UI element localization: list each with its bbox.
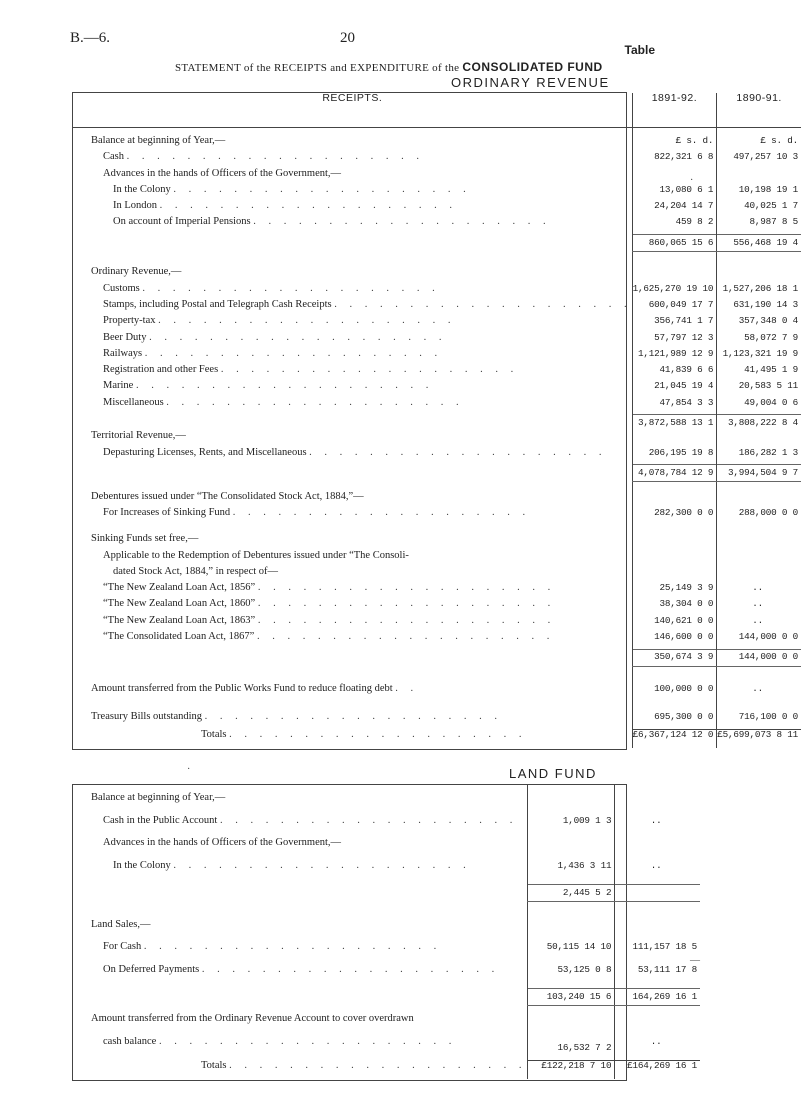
row-label: Cash in the Public Account: [103, 814, 218, 826]
table-row: [73, 793, 700, 816]
row-label: Amount transferred from the Public Works Fund to reduce floating debt: [91, 683, 393, 694]
value-1890: ..: [650, 1035, 662, 1047]
leader-dots: . . . . . . . . . . . . . . . . . . . .: [135, 380, 434, 392]
subtotal-row: [73, 415, 801, 432]
row-label: Property-tax: [103, 315, 156, 327]
value-1890: ..: [752, 614, 763, 626]
leader-dots: . . . . . . . . . . . . . . . . . . . .: [253, 216, 551, 228]
subtotal-1891: 350,674 3 9: [632, 649, 717, 666]
table-row: [73, 316, 801, 332]
leader-dots: . . . . . . . . . . . . . . . . . . . .: [232, 506, 531, 518]
row-label: For Cash: [103, 941, 142, 953]
subtotal-1890: 3,994,504 9 7: [717, 465, 801, 482]
row-label: On account of Imperial Pensions: [113, 216, 251, 228]
value-1890: 1,123,321 19 9: [722, 347, 798, 359]
page-number: 20: [340, 30, 355, 46]
subtotal-1891: 103,240 15 6: [527, 989, 615, 1006]
territorial-heading: Territorial Revenue,—: [91, 430, 186, 442]
row-label: Customs: [103, 282, 140, 294]
table-row: [73, 201, 801, 217]
leader-dots: . . . . . . . . . . . . . . . . . . . .: [159, 200, 458, 212]
value-1891: 459 8 2: [632, 217, 717, 234]
table-row: [73, 448, 801, 465]
totals-label: Totals: [201, 1059, 227, 1071]
table-row: [73, 567, 801, 583]
leader-dots: . . . . . . . . . . . . . . . . . . . .: [166, 396, 464, 408]
value-1890: ..: [752, 683, 763, 694]
value-1890: 40,025 1 7: [744, 200, 798, 212]
subtotal-1891: 4,078,784 12 9: [632, 465, 717, 482]
leader-dots: . . . . . . . . . . . . . . . . . . . .: [126, 151, 424, 163]
value-1891: 53,125 0 8: [527, 965, 615, 989]
leader-dots: . . . . . . . . . . . . . . . . . . . .: [204, 711, 503, 723]
value-1891: 356,741 1 7: [632, 316, 717, 332]
value-1890: 49,004 0 6: [744, 396, 798, 408]
year-1891-header: 1891-92.: [632, 93, 717, 128]
table-row: [73, 1014, 700, 1037]
leader-dots: . . . . . . . . . . . . . . . . . . . .: [219, 814, 518, 826]
value-1890: 357,348 0 4: [738, 315, 798, 327]
table-row: [73, 534, 801, 550]
sinking-line-1: Applicable to the Redemption of Debentures issued under “The Consoli-: [103, 549, 409, 561]
row-label: Marine: [103, 380, 134, 392]
table-row: [73, 684, 801, 700]
row-label: Miscellaneous: [103, 396, 164, 408]
row-label: In the Colony: [113, 860, 171, 872]
row-label: In London: [113, 200, 158, 212]
debentures-heading: Debentures issued under “The Consolidated Stock Act, 1884,”—: [91, 490, 364, 502]
subtotal-1890: 144,000 0 0: [717, 649, 801, 666]
land-fund-table: [73, 785, 700, 1079]
leader-dots: . . . . . . . . . . . . . . . . . . . .: [256, 630, 555, 642]
value-1890: 111,157 18 5: [632, 941, 697, 953]
subtotal-1890: 164,269 16 1: [615, 989, 700, 1006]
table-row: [73, 712, 801, 728]
value-1890: ..: [650, 860, 662, 872]
value-1890: 631,190 14 3: [733, 299, 798, 311]
value-1891: 206,195 19 8: [632, 448, 717, 465]
table-row: [73, 284, 801, 300]
table-row: [73, 381, 801, 397]
row-label: Cash: [103, 151, 124, 163]
value-1891: 282,300 0 0: [632, 508, 717, 524]
value-1891: 24,204 14 7: [632, 201, 717, 217]
leader-dots: . . . . . . . . . . . . . . . . . . . .: [257, 598, 556, 610]
subtotal-1890: 3,808,222 8 4: [717, 415, 801, 432]
table-row: [73, 349, 801, 365]
total-1890: £5,699,073 8 11: [717, 730, 801, 749]
sinking-line-2: dated Stock Act, 1884,” in respect of—: [113, 565, 279, 577]
sinking-heading: Sinking Funds set free,—: [91, 533, 199, 545]
value-1891: 146,600 0 0: [632, 632, 717, 649]
subtotal-1890: 556,468 19 4: [717, 234, 801, 251]
table-row: [73, 1037, 700, 1060]
value-1891: 1,436 3 11: [527, 861, 615, 885]
value-1891: 38,304 0 0: [632, 599, 717, 615]
advances-heading: Advances in the hands of Officers of the Government,—: [103, 167, 342, 179]
value-1891: 41,839 6 6: [632, 365, 717, 381]
table-label: Table: [624, 43, 655, 57]
table-row: [73, 920, 700, 943]
printer-mark: ·: [187, 764, 191, 775]
row-label: Registration and other Fees: [103, 364, 219, 376]
leader-dots: . . . . . . . . . . . . . . . . . . . .: [257, 614, 556, 626]
ordinary-revenue-table: [73, 93, 801, 748]
value-1891: 600,049 17 7: [632, 300, 717, 316]
margin-mark: ·: [690, 175, 694, 186]
table-row: [73, 965, 700, 989]
subtotal-1891: 860,065 15 6: [632, 234, 717, 251]
margin-mark: —: [690, 955, 700, 966]
column-headers: [73, 93, 801, 128]
value-1890: 1,527,206 18 1: [722, 282, 798, 294]
year-1890-header: 1890-91.: [717, 93, 801, 128]
table-row: [73, 942, 700, 965]
subtotal-row: [73, 885, 700, 902]
value-1891: 13,080 6 1: [632, 185, 717, 201]
subtotal-row: [73, 465, 801, 482]
subtotal-1890: [615, 885, 700, 902]
land-balance-heading: Balance at beginning of Year,—: [91, 792, 226, 803]
statement-title: [175, 60, 603, 74]
total-1890: £164,269 16 1: [615, 1061, 700, 1080]
value-1891: 695,300 0 0: [632, 712, 717, 728]
subtotal-row: [73, 649, 801, 666]
value-1891: 25,149 3 9: [632, 583, 717, 599]
total-1891: £122,218 7 10: [527, 1061, 615, 1080]
table-row: [73, 838, 700, 861]
currency-header-1: £ s. d.: [632, 136, 717, 152]
total-1891: £6,367,124 12 0: [632, 730, 717, 749]
table-row: [73, 152, 801, 168]
table-row: [73, 583, 801, 599]
value-1890: 53,111 17 8: [637, 964, 697, 976]
receipts-header: RECEIPTS.: [73, 93, 632, 128]
value-1890: 288,000 0 0: [738, 506, 798, 518]
value-1890: 41,495 1 9: [744, 364, 798, 376]
totals-label: Totals: [201, 728, 227, 740]
value-1890: ..: [650, 814, 662, 826]
table-row: [73, 551, 801, 567]
table-row: [73, 492, 801, 508]
value-1891: 140,621 0 0: [632, 616, 717, 632]
row-label: cash balance: [103, 1035, 157, 1047]
leader-dots: . . . . . . . . . . . . . . . . . . . .: [173, 860, 471, 872]
value-1890: 8,987 8 5: [749, 216, 798, 228]
value-1890: 20,583 5 11: [738, 380, 798, 392]
leader-dots: . . . . . . . . . . . . . . . . . . . .: [309, 446, 607, 458]
leader-dots: . . . . . . . . . . . . . . . . . . . .: [143, 941, 442, 953]
row-label: “The New Zealand Loan Act, 1863”: [103, 614, 256, 626]
row-label: “The Consolidated Loan Act, 1867”: [103, 630, 255, 642]
row-label: Railways: [103, 347, 143, 359]
subtotal-1891: 2,445 5 2: [527, 885, 615, 902]
table-row: [73, 333, 801, 349]
row-label: “The New Zealand Loan Act, 1860”: [103, 598, 256, 610]
value-1891: 21,045 19 4: [632, 381, 717, 397]
value-1890: 497,257 10 3: [733, 151, 798, 163]
value-1890: 58,072 7 9: [744, 331, 798, 343]
table-row: [73, 185, 801, 201]
row-label: Beer Duty: [103, 331, 147, 343]
leader-dots: . . . . . . . . . . . . . . . . . . . .: [229, 728, 527, 740]
leader-dots: . . . . . . . . . . . . . . . . . . . .: [229, 1059, 527, 1071]
totals-row: [73, 730, 801, 749]
row-label: Depasturing Licenses, Rents, and Miscellaneous: [103, 446, 307, 458]
leader-dots: . .: [395, 683, 419, 694]
table-row: [73, 398, 801, 415]
value-1890: 716,100 0 0: [738, 711, 798, 723]
value-1890: 144,000 0 0: [738, 630, 798, 642]
subtotal-row: [73, 234, 801, 251]
balance-heading-row: [73, 136, 801, 152]
leader-dots: . . . . . . . . . . . . . . . . . . . .: [201, 964, 500, 976]
totals-row: [73, 1061, 700, 1080]
leader-dots: . . . . . . . . . . . . . . . . . . . .: [142, 282, 440, 294]
table-row: [73, 508, 801, 524]
row-label: Treasury Bills outstanding: [91, 711, 203, 723]
table-row: [73, 616, 801, 632]
ordinary-revenue-title: ORDINARY REVENUE: [451, 75, 610, 90]
row-label: “The New Zealand Loan Act, 1856”: [103, 582, 256, 594]
value-1890: 10,198 19 1: [738, 183, 798, 195]
row-label: On Deferred Payments: [103, 964, 200, 976]
row-label: In the Colony: [113, 183, 171, 195]
table-row: [73, 816, 700, 839]
leader-dots: . . . . . . . . . . . . . . . . . . . .: [158, 1035, 457, 1047]
table-row: [73, 267, 801, 283]
table-row: [73, 217, 801, 234]
value-1891: 57,797 12 3: [632, 333, 717, 349]
value-1891: 47,854 3 3: [632, 398, 717, 415]
value-1891: 822,321 6 8: [632, 152, 717, 168]
value-1891: 1,009 1 3: [527, 816, 615, 839]
subtotal-row: [73, 989, 700, 1006]
table-row: [73, 300, 801, 316]
value-1891: 16,532 7 2: [527, 1037, 615, 1060]
value-1890: 186,282 1 3: [738, 446, 798, 458]
row-label: Stamps, including Postal and Telegraph Cash Receipts: [103, 299, 332, 311]
leader-dots: . . . . . . . . . . . . . . . . . . . .: [149, 331, 447, 343]
table-row: [73, 431, 801, 447]
currency-header-2: £ s. d.: [760, 135, 798, 146]
leader-dots: . . . . . . . . . . . . . . . . . . . .: [334, 299, 632, 311]
transfer-line-1: Amount transferred from the Ordinary Revenue Account to cover overdrawn: [91, 1012, 414, 1024]
leader-dots: . . . . . . . . . . . . . . . . . . . .: [144, 347, 443, 359]
value-1891: 100,000 0 0: [632, 684, 717, 700]
value-1891: 1,625,270 19 10: [632, 284, 717, 300]
leader-dots: . . . . . . . . . . . . . . . . . . . .: [220, 364, 519, 376]
table-row: [73, 861, 700, 885]
value-1890: ..: [752, 598, 763, 610]
row-label: For Increases of Sinking Fund: [103, 506, 231, 518]
land-sales-heading: Land Sales,—: [91, 918, 151, 930]
value-1890: ..: [752, 582, 763, 594]
statement-prefix: STATEMENT of the RECEIPTS and EXPENDITURE of the: [175, 62, 460, 74]
table-row: [73, 599, 801, 615]
ordinary-revenue-heading: Ordinary Revenue,—: [91, 266, 182, 278]
leader-dots: . . . . . . . . . . . . . . . . . . . .: [257, 582, 556, 594]
balance-heading: Balance at beginning of Year,—: [91, 135, 226, 146]
statement-fund: CONSOLIDATED FUND: [462, 60, 603, 74]
leader-dots: . . . . . . . . . . . . . . . . . . . .: [158, 315, 456, 327]
value-1891: 1,121,989 12 9: [632, 349, 717, 365]
table-row: [73, 632, 801, 649]
land-fund-title: LAND FUND: [509, 766, 597, 781]
leader-dots: . . . . . . . . . . . . . . . . . . . .: [173, 183, 471, 195]
table-row: [73, 365, 801, 381]
value-1891: 50,115 14 10: [527, 942, 615, 965]
page-reference: B.—6.: [70, 30, 111, 46]
subtotal-1891: 3,872,588 13 1: [632, 415, 717, 432]
land-advances-heading: Advances in the hands of Officers of the Government,—: [103, 837, 342, 849]
